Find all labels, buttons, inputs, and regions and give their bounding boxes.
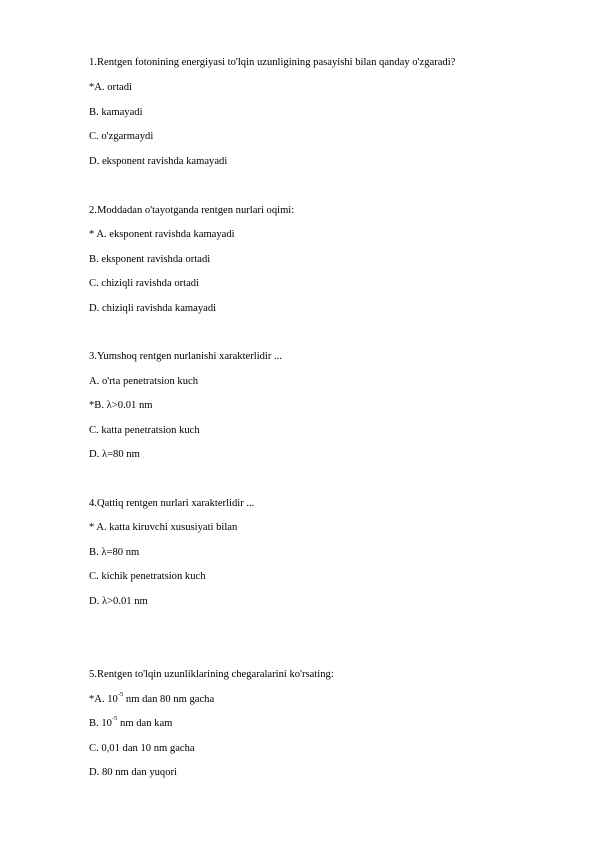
question-5-option-c: C. 0,01 dan 10 nm gacha xyxy=(89,743,195,754)
question-1-option-b: B. kamayadi xyxy=(89,107,143,118)
question-2-option-c: C. chiziqli ravishda ortadi xyxy=(89,278,200,289)
question-1-option-c: C. o'zgarmaydi xyxy=(89,131,154,142)
question-4-option-b: B. λ=80 nm xyxy=(89,547,140,558)
question-3-option-b: *B. λ>0.01 nm xyxy=(89,400,153,411)
option-a-suffix: nm dan 80 nm gacha xyxy=(123,694,215,705)
question-4-option-a: * A. katta kiruvchi xususiyati bilan xyxy=(89,522,238,533)
option-a-exponent: -5 xyxy=(117,691,124,699)
question-5-text: 5.Rentgen to'lqin uzunliklarining chegaralarini ko'rsating: xyxy=(89,669,334,680)
question-3-text: 3.Yumshoq rentgen nurlanishi xarakterlidir ... xyxy=(89,351,282,362)
question-3-option-c: C. katta penetratsion kuch xyxy=(89,425,200,436)
question-2-text: 2.Moddadan o'tayotganda rentgen nurlari oqimi: xyxy=(89,205,295,216)
option-a-prefix: *A. 10 xyxy=(89,694,118,705)
question-5-option-d: D. 80 nm dan yuqori xyxy=(89,767,177,778)
question-2-option-d: D. chiziqli ravishda kamayadi xyxy=(89,303,217,314)
question-1-option-d: D. eksponent ravishda kamayadi xyxy=(89,156,228,167)
question-4-text: 4.Qattiq rentgen nurlari xarakterlidir ... xyxy=(89,498,255,509)
question-4-option-c: C. kichik penetratsion kuch xyxy=(89,571,206,582)
question-5-option-a xyxy=(89,691,215,706)
option-b-suffix: nm dan kam xyxy=(117,718,173,729)
question-1-text: 1.Rentgen fotonining energiyasi to'lqin uzunligining pasayishi bilan qanday o'zgaradi? xyxy=(89,57,456,68)
question-2-option-a: * A. eksponent ravishda kamayadi xyxy=(89,229,235,240)
question-4-option-d: D. λ>0.01 nm xyxy=(89,596,148,607)
question-3-option-d: D. λ=80 nm xyxy=(89,449,140,460)
question-3-option-a: A. o'rta penetratsion kuch xyxy=(89,376,198,387)
option-b-prefix: B. 10 xyxy=(89,718,112,729)
question-5-option-b xyxy=(89,715,173,730)
question-2-option-b: B. eksponent ravishda ortadi xyxy=(89,254,211,265)
question-1-option-a: *A. ortadi xyxy=(89,82,132,93)
option-b-exponent: -5 xyxy=(111,715,118,723)
